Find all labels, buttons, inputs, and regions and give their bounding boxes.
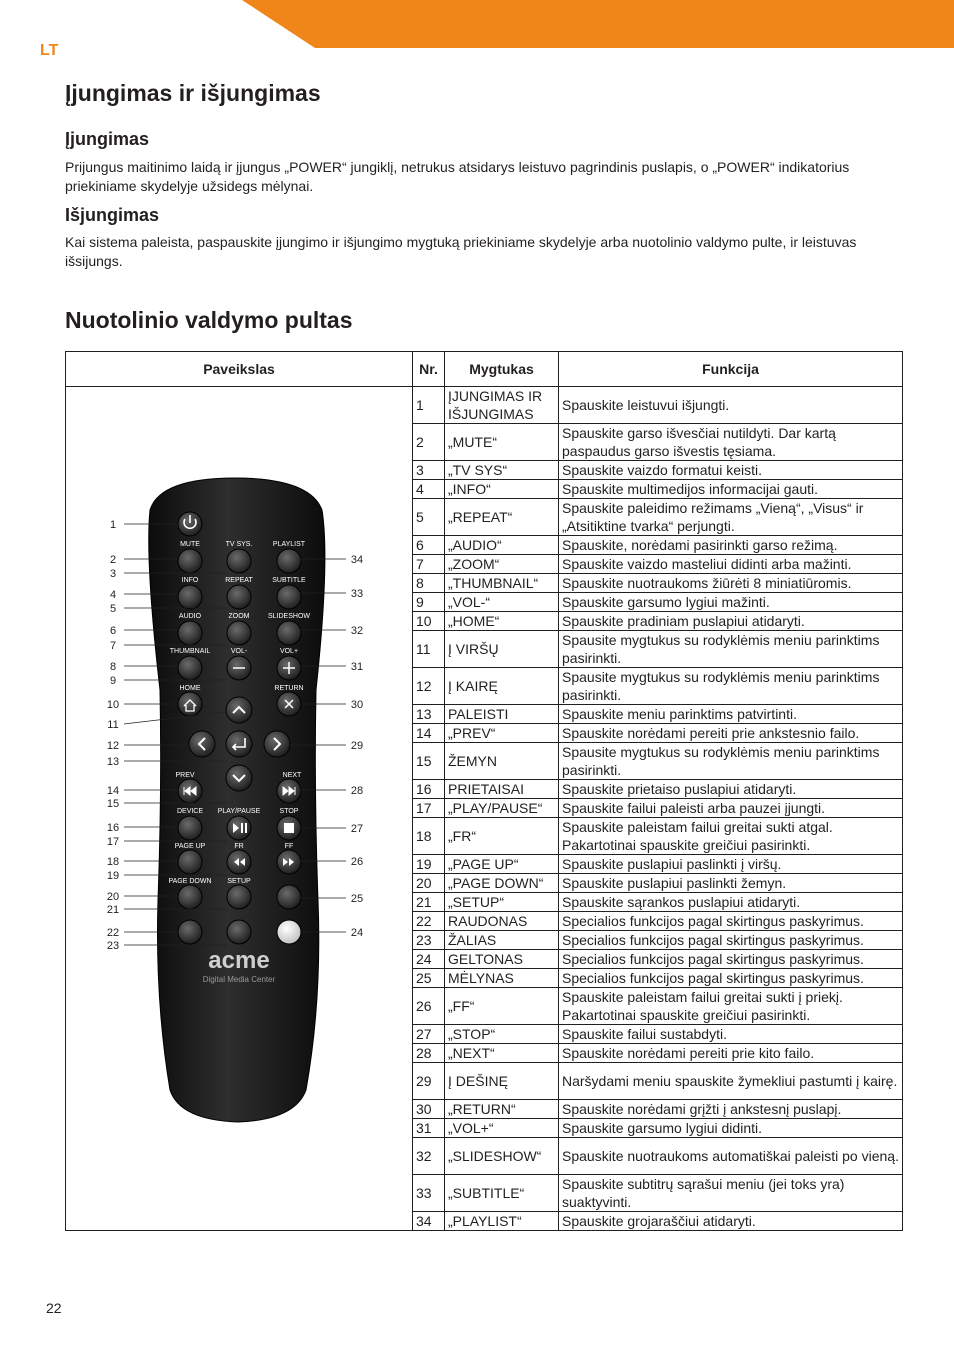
row-button-name: „PREV“ <box>445 724 559 743</box>
row-button-name: „THUMBNAIL“ <box>445 574 559 593</box>
row-button-name: „SUBTITLE“ <box>445 1175 559 1212</box>
row-number: 26 <box>413 988 445 1025</box>
row-number: 25 <box>413 969 445 988</box>
row-number: 20 <box>413 874 445 893</box>
callout-number: 3 <box>109 568 117 580</box>
remote-button <box>178 585 202 609</box>
pause-icon-b <box>245 823 247 833</box>
row-function: Spausite mygtukus su rodyklėmis meniu parinktims pasirinkti. <box>559 631 903 668</box>
row-number: 18 <box>413 818 445 855</box>
callout-number: 13 <box>106 756 120 768</box>
row-number: 13 <box>413 705 445 724</box>
row-button-name: PALEISTI <box>445 705 559 724</box>
callout-number: 34 <box>350 554 364 566</box>
language-tag: LT <box>40 42 59 59</box>
callout-number: 32 <box>350 625 364 637</box>
remote-button <box>178 885 202 909</box>
row-number: 11 <box>413 631 445 668</box>
remote-button <box>178 816 202 840</box>
row-function: Spauskite pradiniam puslapiui atidaryti. <box>559 612 903 631</box>
row-number: 24 <box>413 950 445 969</box>
subsection-title-on: Įjungimas <box>65 129 150 149</box>
row-function: Specialios funkcijos pagal skirtingus paskyrimus. <box>559 931 903 950</box>
row-number: 31 <box>413 1119 445 1138</box>
row-button-name: Į KAIRĘ <box>445 668 559 705</box>
row-button-name: „AUDIO“ <box>445 536 559 555</box>
remote-button <box>178 621 202 645</box>
row-function: Spauskite garso išvesčiai nutildyti. Dar kartą paspaudus garso išvestis tęsiama. <box>559 424 903 461</box>
row-number: 10 <box>413 612 445 631</box>
green-button <box>227 920 251 944</box>
callout-number: 15 <box>106 798 120 810</box>
row-number: 9 <box>413 593 445 612</box>
row-function: Naršydami meniu spauskite žymekliui pastumti į kairę. <box>559 1063 903 1100</box>
remote-button <box>277 585 301 609</box>
row-function: Spauskite, norėdami pasirinkti garso režimą. <box>559 536 903 555</box>
table-header-row <box>66 352 903 387</box>
row-function: Spauskite grojaraščiui atidaryti. <box>559 1212 903 1231</box>
row-button-name: „FF“ <box>445 988 559 1025</box>
remote-button <box>277 621 301 645</box>
row-number: 34 <box>413 1212 445 1231</box>
row-function: Spauskite puslapiui paslinkti į viršų. <box>559 855 903 874</box>
callout-number: 7 <box>109 640 117 652</box>
remote-label: VOL+ <box>279 648 299 655</box>
callout-number: 31 <box>350 661 364 673</box>
header-picture: Paveikslas <box>66 352 413 387</box>
row-number: 6 <box>413 536 445 555</box>
row-number: 7 <box>413 555 445 574</box>
down-button <box>226 765 252 791</box>
remote-label: INFO <box>181 577 199 584</box>
remote-body <box>149 478 325 1122</box>
row-function: Spauskite norėdami pereiti prie ankstesnio failo. <box>559 724 903 743</box>
row-function: Spauskite subtitrų sąrašui meniu (jei toks yra) suaktyvinti. <box>559 1175 903 1212</box>
callout-number: 27 <box>350 823 364 835</box>
remote-button <box>178 692 202 716</box>
row-number: 4 <box>413 480 445 499</box>
row-button-name: ĮJUNGIMAS IR IŠJUNGIMAS <box>445 387 559 424</box>
remote-label: TV SYS. <box>225 541 253 548</box>
row-function: Spauskite multimedijos informacijai gauti. <box>559 480 903 499</box>
callout-number: 5 <box>109 603 117 615</box>
row-function: Spauskite sąrankos puslapiui atidaryti. <box>559 893 903 912</box>
callout-number: 33 <box>350 588 364 600</box>
header-function: Funkcija <box>559 352 903 387</box>
row-button-name: „REPEAT“ <box>445 499 559 536</box>
remote-button <box>277 885 301 909</box>
callout-number: 8 <box>109 661 117 673</box>
callout-number: 17 <box>106 836 120 848</box>
row-function: Spausite mygtukus su rodyklėmis meniu parinktims pasirinkti. <box>559 668 903 705</box>
remote-buttons-table <box>65 351 903 1231</box>
row-function: Spauskite paleistam failui greitai sukti į priekį. Pakartotinai spauskite greičiui pasirinkti. <box>559 988 903 1025</box>
row-number: 2 <box>413 424 445 461</box>
row-function: Spauskite garsumo lygiui didinti. <box>559 1119 903 1138</box>
callout-number: 14 <box>106 785 120 797</box>
row-number: 12 <box>413 668 445 705</box>
up-button <box>226 697 252 723</box>
row-button-name: Į DEŠINĘ <box>445 1063 559 1100</box>
row-button-name: „TV SYS“ <box>445 461 559 480</box>
callout-number: 12 <box>106 740 120 752</box>
row-button-name: ŽEMYN <box>445 743 559 780</box>
row-number: 22 <box>413 912 445 931</box>
row-number: 1 <box>413 387 445 424</box>
header-orange-band <box>0 0 954 48</box>
row-function: Spauskite paleidimo režimams „Vieną“, „Visus“ ir „Atsitiktine tvarka“ perjungti. <box>559 499 903 536</box>
remote-button <box>178 549 202 573</box>
remote-label: HOME <box>179 685 201 692</box>
row-function: Spauskite failui sustabdyti. <box>559 1025 903 1044</box>
remote-label: REPEAT <box>225 577 253 584</box>
remote-label: ZOOM <box>228 613 250 620</box>
row-button-name: ŽALIAS <box>445 931 559 950</box>
page-number: 22 <box>46 1300 62 1316</box>
remote-button <box>178 656 202 680</box>
row-function: Spauskite nuotraukoms automatiškai paleisti po vieną. <box>559 1138 903 1175</box>
row-button-name: „MUTE“ <box>445 424 559 461</box>
callout-number: 1 <box>109 519 117 531</box>
remote-label: STOP <box>279 808 299 815</box>
callout-number: 4 <box>109 589 117 601</box>
remote-label: FF <box>284 843 294 850</box>
row-number: 29 <box>413 1063 445 1100</box>
enter-button <box>226 731 252 757</box>
callout-number: 25 <box>350 893 364 905</box>
remote-label: SLIDESHOW <box>267 613 311 620</box>
row-function: Spauskite failui paleisti arba pauzei įjungti. <box>559 799 903 818</box>
remote-label: PAGE UP <box>174 843 206 850</box>
row-button-name: „VOL+“ <box>445 1119 559 1138</box>
row-number: 21 <box>413 893 445 912</box>
row-function: Spauskite nuotraukoms žiūrėti 8 miniatiūromis. <box>559 574 903 593</box>
row-function: Spauskite leistuvui išjungti. <box>559 387 903 424</box>
remote-picture-cell <box>66 387 413 1231</box>
row-button-name: „PAGE UP“ <box>445 855 559 874</box>
row-number: 33 <box>413 1175 445 1212</box>
remote-label: MUTE <box>180 541 200 548</box>
row-number: 27 <box>413 1025 445 1044</box>
callout-number: 20 <box>106 891 120 903</box>
remote-button <box>178 850 202 874</box>
remote-tagline: Digital Media Center <box>202 975 276 984</box>
red-button <box>178 920 202 944</box>
row-function: Spauskite garsumo lygiui mažinti. <box>559 593 903 612</box>
callout-number: 29 <box>350 740 364 752</box>
yellow-button <box>277 920 301 944</box>
row-button-name: „HOME“ <box>445 612 559 631</box>
row-number: 30 <box>413 1100 445 1119</box>
row-button-name: Į VIRŠŲ <box>445 631 559 668</box>
callout-number: 30 <box>350 699 364 711</box>
row-button-name: „VOL-“ <box>445 593 559 612</box>
remote-label: PREV <box>175 772 195 779</box>
pause-icon-a <box>241 823 243 833</box>
row-number: 19 <box>413 855 445 874</box>
remote-label: AUDIO <box>178 613 202 620</box>
row-number: 5 <box>413 499 445 536</box>
remote-button <box>277 549 301 573</box>
row-number: 23 <box>413 931 445 950</box>
row-function: Spauskite prietaiso puslapiui atidaryti. <box>559 780 903 799</box>
row-button-name: „ZOOM“ <box>445 555 559 574</box>
callout-number: 22 <box>106 927 120 939</box>
remote-button <box>227 621 251 645</box>
stop-icon <box>284 823 294 833</box>
remote-button <box>227 549 251 573</box>
remote-button <box>227 885 251 909</box>
callout-number: 18 <box>106 856 120 868</box>
row-function: Specialios funkcijos pagal skirtingus paskyrimus. <box>559 969 903 988</box>
row-number: 3 <box>413 461 445 480</box>
left-button <box>189 731 215 757</box>
callout-number: 24 <box>350 927 364 939</box>
row-button-name: „FR“ <box>445 818 559 855</box>
callout-number: 28 <box>350 785 364 797</box>
callout-number: 10 <box>106 699 120 711</box>
section-title-power: Įjungimas ir išjungimas <box>65 80 321 106</box>
remote-label: PLAY/PAUSE <box>217 808 261 815</box>
callout-number: 6 <box>109 625 117 637</box>
row-function: Spauskite norėdami grįžti į ankstesnį puslapį. <box>559 1100 903 1119</box>
row-function: Spauskite vaizdo formatui keisti. <box>559 461 903 480</box>
row-function: Spauskite paleistam failui greitai sukti atgal. Pakartotinai spauskite greičiui pasirinkti. <box>559 818 903 855</box>
remote-label: NEXT <box>282 772 302 779</box>
row-function: Spausite mygtukus su rodyklėmis meniu parinktims pasirinkti. <box>559 743 903 780</box>
remote-label: DEVICE <box>176 808 204 815</box>
callout-number: 11 <box>107 719 119 731</box>
row-button-name: RAUDONAS <box>445 912 559 931</box>
row-button-name: „PLAYLIST“ <box>445 1212 559 1231</box>
right-button <box>264 731 290 757</box>
remote-label: VOL- <box>230 648 248 655</box>
row-button-name: „NEXT“ <box>445 1044 559 1063</box>
callout-number: 9 <box>109 675 117 687</box>
row-number: 32 <box>413 1138 445 1175</box>
row-button-name: „SLIDESHOW“ <box>445 1138 559 1175</box>
callout-number: 26 <box>350 856 364 868</box>
remote-label: PAGE DOWN <box>168 878 212 885</box>
paragraph-off: Kai sistema paleista, paspauskite įjungimo ir išjungimo mygtuką priekiniame skydelyje arba nuotolinio valdymo pulte, ir leistuvas išsijungs. <box>65 234 857 269</box>
row-number: 8 <box>413 574 445 593</box>
row-function: Spauskite norėdami pereiti prie kito failo. <box>559 1044 903 1063</box>
row-button-name: „PLAY/PAUSE“ <box>445 799 559 818</box>
remote-label: FR <box>234 843 244 850</box>
callout-number: 21 <box>106 904 120 916</box>
row-button-name: PRIETAISAI <box>445 780 559 799</box>
table-row <box>66 387 903 424</box>
remote-label: SUBTITLE <box>272 577 306 584</box>
row-button-name: „STOP“ <box>445 1025 559 1044</box>
row-button-name: GELTONAS <box>445 950 559 969</box>
remote-label: RETURN <box>274 685 304 692</box>
paragraph-on: Prijungus maitinimo laidą ir įjungus „POWER“ jungiklį, netrukus atsidarys leistuvo pagrindinis puslapis, o „POWER“ indikatorius priekiniame skydelyje užsidegs mėlynai. <box>65 159 850 194</box>
remote-label: SETUP <box>227 878 251 885</box>
remote-button <box>227 585 251 609</box>
remote-label: PLAYLIST <box>272 541 306 548</box>
row-number: 15 <box>413 743 445 780</box>
row-button-name: „SETUP“ <box>445 893 559 912</box>
callout-number: 2 <box>109 554 117 566</box>
remote-illustration <box>66 387 411 1219</box>
row-function: Spauskite meniu parinktims patvirtinti. <box>559 705 903 724</box>
row-button-name: „RETURN“ <box>445 1100 559 1119</box>
row-number: 16 <box>413 780 445 799</box>
callout-number: 19 <box>106 870 120 882</box>
row-function: Spauskite puslapiui paslinkti žemyn. <box>559 874 903 893</box>
callout-number: 16 <box>106 822 120 834</box>
callout-number: 23 <box>106 940 120 952</box>
acme-logo: acme <box>208 947 270 974</box>
header-nr: Nr. <box>413 352 445 387</box>
row-number: 14 <box>413 724 445 743</box>
remote-label: THUMBNAIL <box>169 648 211 655</box>
row-number: 28 <box>413 1044 445 1063</box>
row-function: Specialios funkcijos pagal skirtingus paskyrimus. <box>559 912 903 931</box>
header-button: Mygtukas <box>445 352 559 387</box>
row-number: 17 <box>413 799 445 818</box>
section-title-remote: Nuotolinio valdymo pultas <box>65 307 353 333</box>
row-button-name: MĖLYNAS <box>445 969 559 988</box>
row-button-name: „PAGE DOWN“ <box>445 874 559 893</box>
row-function: Spauskite vaizdo masteliui didinti arba mažinti. <box>559 555 903 574</box>
row-function: Specialios funkcijos pagal skirtingus paskyrimus. <box>559 950 903 969</box>
subsection-title-off: Išjungimas <box>65 205 160 225</box>
row-button-name: „INFO“ <box>445 480 559 499</box>
